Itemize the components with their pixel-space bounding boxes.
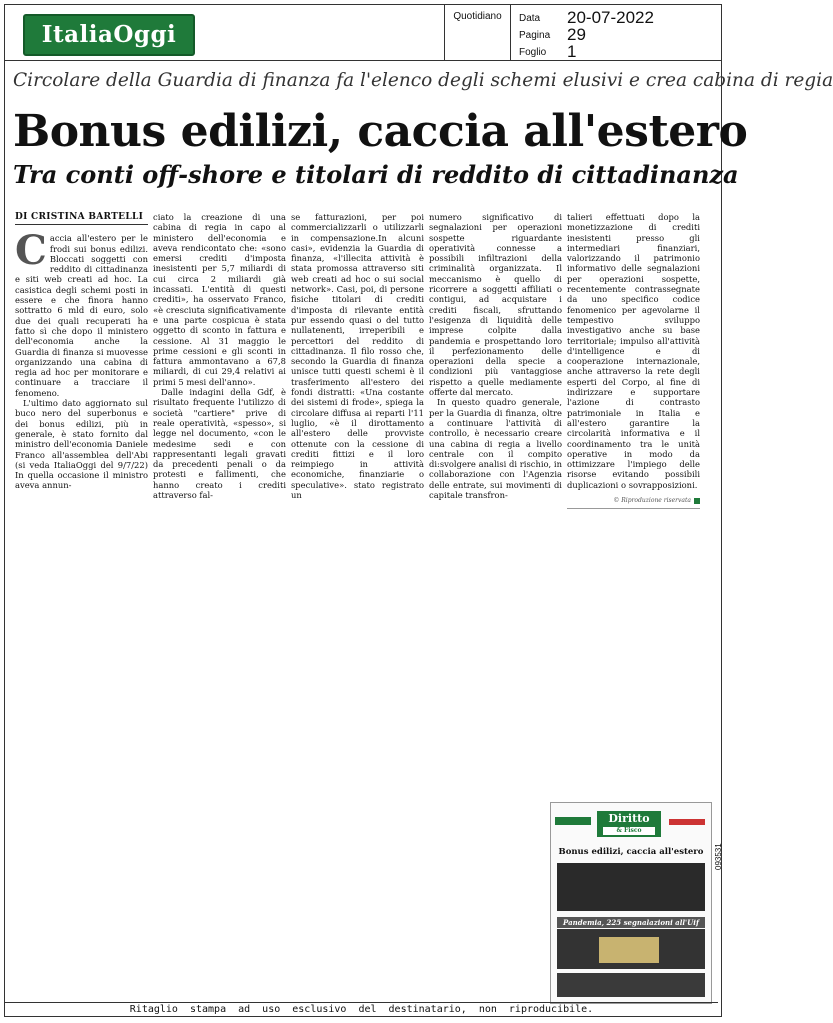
column-1 <box>15 212 148 491</box>
paragraph: talieri effettuati dopo la monetizzazione di crediti inesistenti presso gli intermediari finanziari, valorizzando il patrimonio informativo delle segnalazioni per operazioni sospette, recentemente contrassegnate da uno specifico codice fenomenico per agevolarne il tempestivo sviluppo investigativo anche su base territoriale; impulso all'attività d'intelligence e di cooperazione internazionale, anche attraverso la rete degli esperti del Corpo, al fine di indirizzare e supportare l'azione di contrasto patrimoniale in Italia e all'estero garantire la circolarità informativa e il coordinamento tra le unità operative in modo da ottimizzare l'impiego delle risorse evitando possibili duplicazioni o sovrapposizioni. <box>567 212 700 490</box>
thumbnail-text-block-3 <box>557 973 705 997</box>
paragraph: se fatturazioni, per poi commercializzarli o utilizzarli in compensazione.In alcuni casi», evidenzia la Guardia di finanza, «l'illecita attività è stata promossa attraverso siti web creati ad hoc o sui social network». Casi, poi, di persone fisiche titolari di crediti d'imposta di rilevante entità pur essendo quasi o del tutto nullatenenti, irreperibili e percettori del reddito di cittadinanza. Il filo rosso che, secondo la Guardia di finanza unisce tutti questi schemi è il trasferimento all'estero dei fondi distratti: «Una costante dei sistemi di frode», spiega la circolare diffusa ai reparti l'11 luglio, «è il dirottamento all'estero delle provviste ottenute con la cessione di crediti fittizi e il loro reimpiego in attività economiche, finanziarie o speculative». stato registrato un <box>291 212 424 501</box>
thumbnail-mini-logo <box>555 817 591 825</box>
header-logo-cell <box>5 5 445 61</box>
column-5 <box>567 212 700 509</box>
overline: Circolare della Guardia di finanza fa l'elenco degli schemi elusivi e crea cabina di regia <box>13 70 833 91</box>
meta-box <box>511 5 722 61</box>
paragraph: L'ultimo dato aggiornato sul buco nero del superbonus e dei bonus edilizi, più in generale, è stato fornito dal ministro dell'economia Daniele Franco all'assemblea dell'Abi (si veda ItaliaOggi del 9/7/22) In quella occasione il ministro aveva annun- <box>15 398 148 491</box>
meta-page: Pagina 29 <box>519 25 586 44</box>
thumbnail-red-box <box>669 819 705 825</box>
footer-notice: Ritaglio stampa ad uso esclusivo del destinatario, non riproducibile. <box>5 1002 718 1017</box>
paragraph: Dalle indagini della Gdf, è risultato frequente l'utilizzo di società "cartiere" prive di reale operatività, «spesso», si legge nel documento, «con le medesime sedi e con rappresentanti legali gravati da precedenti penali o da protesti e fallimenti, che hanno creato i crediti attraverso fal- <box>153 387 286 501</box>
subheadline: Tra conti off-shore e titolari di reddito di cittadinanza <box>13 160 739 189</box>
column-2 <box>153 212 286 500</box>
side-code: 093531 <box>714 843 723 870</box>
thumbnail-second-headline: Pandemia, 225 segnalazioni all'Uif <box>557 917 705 928</box>
paragraph: ciato la creazione di una cabina di regia in capo al ministero dell'economia e aveva rendicontato che: «sono emersi crediti d'imposta inesistenti per 5,7 miliardi di cui circa 2 miliardi già incassati. L'entità di questi crediti», ha osservato Franco, «è cresciuta significativamente e una parte cospicua è stata oggetto di sconto in fattura e cessione. Al 31 maggio le prime cessioni e gli sconti in fattura ammontavano a 67,8 miliardi, di cui 29,4 relativi ai primi 5 mesi dell'anno». <box>153 212 286 387</box>
meta-date: Data 20-07-2022 <box>519 8 654 27</box>
thumbnail-photo <box>599 937 659 963</box>
column-3 <box>291 212 424 500</box>
page-thumbnail <box>550 802 712 1004</box>
thumbnail-text-block <box>557 863 705 911</box>
green-square-icon <box>694 498 700 504</box>
thumbnail-logo: Diritto & Fisco <box>597 811 661 837</box>
newspaper-logo: ItaliaOggi <box>23 14 195 56</box>
paragraph: In questo quadro generale, per la Guardia di finanza, oltre a continuare l'attività di controllo, è necessario creare una cabina di regia a livello centrale con il compito di:svolgere analisi di rischio, in collaborazione con l'Agenzia delle entrate, sui movimenti di capitale transfron- <box>429 397 562 501</box>
byline: DI CRISTINA BARTELLI <box>15 212 148 225</box>
column-4 <box>429 212 562 500</box>
paragraph: numero significativo di segnalazioni per operazioni sospette riguardante operatività connesse a possibili infiltrazioni della criminalità organizzata. Il meccanismo è quello di ricorrere a soggetti affiliati o contigui, ad acquistare i crediti fiscali, sfruttando l'esigenza di liquidità delle imprese colpite dalla pandemia e prospettando loro il perfezionamento delle operazioni della specie a condizioni più vantaggiose rispetto a quelle mediamente offerte dal mercato. <box>429 212 562 398</box>
paragraph: Caccia all'estero per le frodi sui bonus edilizi. Bloccati soggetti con reddito di cittadinanza e siti web creati ad hoc. La casistica degli schemi posti in essere e che finora hanno sottratto 6 mld di euro, solo due dei quali recuperati ha fatto sì che dopo il ministero dell'economia anche la Guardia di finanza si muovesse organizzando una cabina di regia ad hoc per monitorare e continuare a tracciare il fenomeno. <box>15 227 148 398</box>
reproduction-notice: © Riproduzione riservata <box>567 496 700 509</box>
headline: Bonus edilizi, caccia all'estero <box>13 106 748 157</box>
thumbnail-headline: Bonus edilizi, caccia all'estero <box>558 847 704 857</box>
drop-cap: C <box>15 227 47 275</box>
section-label: Quotidiano <box>445 5 511 61</box>
meta-sheet: Foglio 1 <box>519 42 577 61</box>
